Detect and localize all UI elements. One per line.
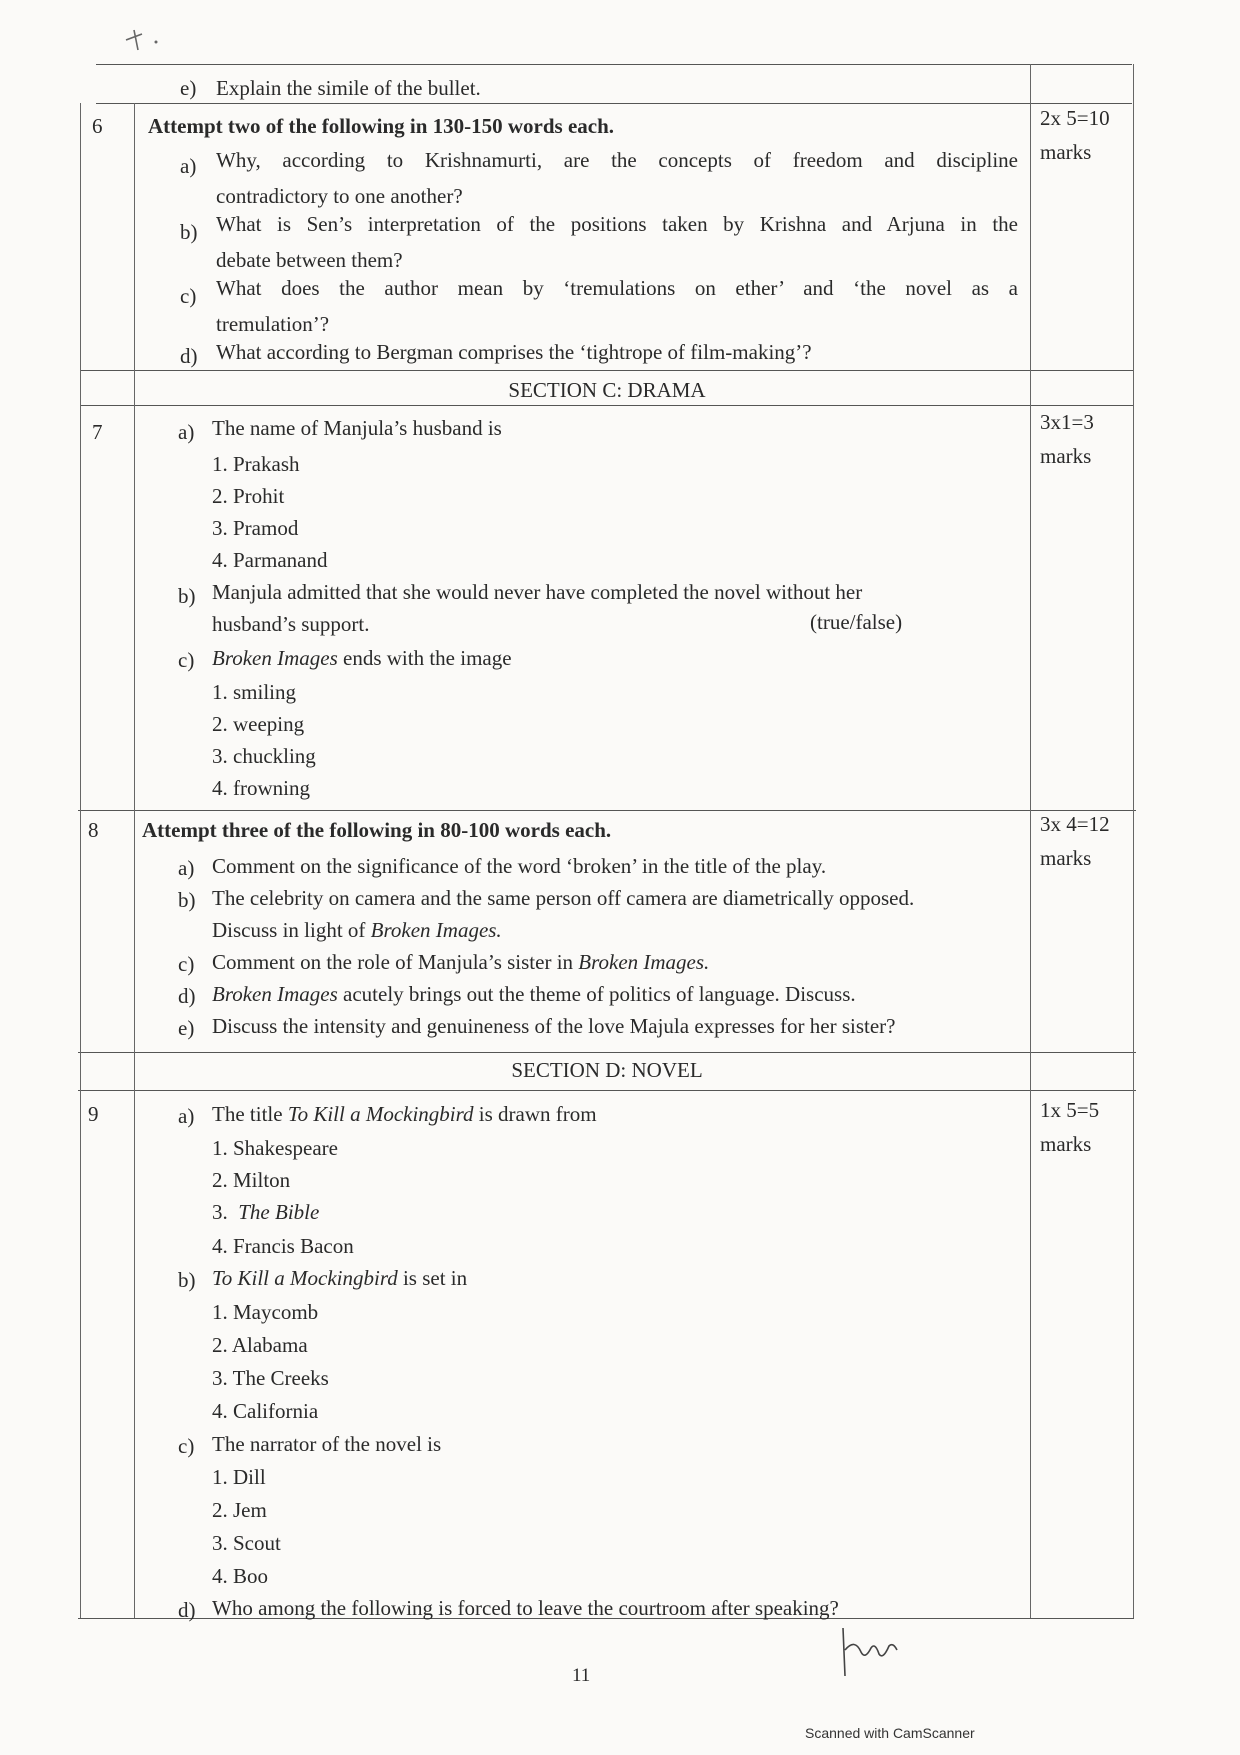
q9c-label: c) xyxy=(178,1434,195,1458)
q9-number: 9 xyxy=(88,1102,99,1126)
q9a-option: 2. Milton xyxy=(212,1168,291,1192)
q8d-text-main: acutely brings out the theme of politics of language. Discuss. xyxy=(337,982,856,1006)
q9a-option3-num: 3. xyxy=(212,1200,239,1224)
q9a-option xyxy=(212,1200,319,1224)
q7a-option: 4. Parmanand xyxy=(212,548,328,572)
q8e-text: Discuss the intensity and genuineness of the love Majula expresses for her sister? xyxy=(212,1014,896,1038)
q9a-title: To Kill a Mockingbird xyxy=(287,1102,474,1126)
q9-marks-unit: marks xyxy=(1040,1132,1092,1156)
q8a-text: Comment on the significance of the word ‘broken’ in the title of the play. xyxy=(212,854,827,878)
rule-sectionC-top xyxy=(80,370,1134,371)
q5e-text: Explain the simile of the bullet. xyxy=(216,76,481,100)
q7c-title: Broken Images xyxy=(212,646,338,670)
q8-number: 8 xyxy=(88,818,99,842)
q9a-label: a) xyxy=(178,1104,195,1128)
vrule-left xyxy=(80,103,81,1618)
section-d-heading: SECTION D: NOVEL xyxy=(511,1058,703,1082)
q8c-title: Broken Images. xyxy=(578,950,710,974)
q7b-label: b) xyxy=(178,584,196,608)
q8d-label: d) xyxy=(178,984,196,1008)
q8c-label: c) xyxy=(178,952,195,976)
q6b-line2: debate between them? xyxy=(216,248,403,272)
rule-sectionD-bottom xyxy=(78,1090,1136,1091)
q7-marks: 3x1=3 xyxy=(1040,410,1094,434)
rule-sectionC-bottom xyxy=(80,405,1134,406)
q8b-line1: The celebrity on camera and the same person off camera are diametrically opposed. xyxy=(212,886,915,910)
q9b-text xyxy=(212,1266,467,1290)
q8d-text xyxy=(212,982,856,1006)
rule-sectionD-top xyxy=(78,1052,1136,1053)
q9c-option: 3. Scout xyxy=(212,1531,281,1555)
rule-q8-top xyxy=(78,810,1136,811)
q7a-option: 3. Pramod xyxy=(212,516,299,540)
q9d-label: d) xyxy=(178,1598,196,1622)
q9b-label: b) xyxy=(178,1268,196,1292)
q7a-text: The name of Manjula’s husband is xyxy=(212,416,502,440)
q7c-option: 2. weeping xyxy=(212,712,305,736)
q7c-option: 4. frowning xyxy=(212,776,310,800)
q9b-option: 1. Maycomb xyxy=(212,1300,319,1324)
q8a-label: a) xyxy=(178,856,195,880)
q8-marks: 3x 4=12 xyxy=(1040,812,1110,836)
q6c-line1: What does the author mean by ‘tremulations on ether’ and ‘the novel as a xyxy=(216,276,1018,300)
q8d-title: Broken Images xyxy=(212,982,338,1006)
rule-q6-top xyxy=(96,103,1132,104)
q9-marks: 1x 5=5 xyxy=(1040,1098,1100,1122)
q9a-option: 1. Shakespeare xyxy=(212,1136,338,1160)
q9a-post: is drawn from xyxy=(473,1102,597,1126)
q8b-line2-text: Discuss in light of xyxy=(212,918,371,942)
q9b-option: 4. California xyxy=(212,1399,319,1423)
corner-mark-icon xyxy=(120,20,180,60)
q7c-option: 3. chuckling xyxy=(212,744,316,768)
q6a-label: a) xyxy=(180,154,197,178)
q9a-pre: The title xyxy=(212,1102,288,1126)
q6a-line1: Why, according to Krishnamurti, are the concepts of freedom and discipline xyxy=(216,148,1018,172)
q8b-label: b) xyxy=(178,888,196,912)
q6b-line1: What is Sen’s interpretation of the positions taken by Krishna and Arjuna in the xyxy=(216,212,1018,236)
q7-marks-unit: marks xyxy=(1040,444,1092,468)
section-c-heading: SECTION C: DRAMA xyxy=(508,378,706,402)
q7a-label: a) xyxy=(178,420,195,444)
q9a-option: 4. Francis Bacon xyxy=(212,1234,354,1258)
q9b-option: 2. Alabama xyxy=(212,1333,308,1357)
q8e-label: e) xyxy=(178,1016,195,1040)
q9c-option: 1. Dill xyxy=(212,1465,266,1489)
q8-marks-unit: marks xyxy=(1040,846,1092,870)
q7b-line1: Manjula admitted that she would never have completed the novel without her xyxy=(212,580,863,604)
q7-number: 7 xyxy=(92,420,103,444)
q6-marks-unit: marks xyxy=(1040,140,1092,164)
q9b-option: 3. The Creeks xyxy=(212,1366,329,1390)
q9b-post: is set in xyxy=(397,1266,468,1290)
q7b-line2: husband’s support. xyxy=(212,612,370,636)
q9c-option: 2. Jem xyxy=(212,1498,267,1522)
page-number: 11 xyxy=(572,1665,591,1686)
q6-marks: 2x 5=10 xyxy=(1040,106,1110,130)
vrule-right xyxy=(1133,64,1134,1618)
q9c-text: The narrator of the novel is xyxy=(212,1432,442,1456)
q8b-line2-title: Broken Images. xyxy=(370,918,502,942)
q7a-option: 2. Prohit xyxy=(212,484,285,508)
q7b-true-false: (true/false) xyxy=(810,610,903,634)
q6c-line2: tremulation’? xyxy=(216,312,330,336)
q6-instruction: Attempt two of the following in 130-150 words each. xyxy=(148,114,615,138)
q7c-rest: ends with the image xyxy=(337,646,512,670)
q7c-text xyxy=(212,646,512,670)
signature-icon xyxy=(835,1620,925,1690)
q6d-label: d) xyxy=(180,344,198,368)
q8c-text xyxy=(212,950,709,974)
q8-instruction: Attempt three of the following in 80-100 words each. xyxy=(142,818,612,842)
rule-top xyxy=(96,64,1132,65)
q6d-line1: What according to Bergman comprises the ‘tightrope of film-making’? xyxy=(216,340,812,364)
q8b-line2 xyxy=(212,918,502,942)
vrule-num xyxy=(134,103,135,1618)
q8c-text-main: Comment on the role of Manjula’s sister in xyxy=(212,950,579,974)
q9a-text xyxy=(212,1102,597,1126)
q7c-label: c) xyxy=(178,648,195,672)
q6b-label: b) xyxy=(180,220,198,244)
q9b-title: To Kill a Mockingbird xyxy=(212,1266,398,1290)
q7c-option: 1. smiling xyxy=(212,680,297,704)
q6-number: 6 xyxy=(92,114,103,138)
vrule-marks xyxy=(1030,64,1031,1618)
q9c-option: 4. Boo xyxy=(212,1564,269,1588)
q5e-label: e) xyxy=(180,76,197,100)
q6c-label: c) xyxy=(180,284,197,308)
q9a-option3-title: The Bible xyxy=(238,1200,320,1224)
q9d-text: Who among the following is forced to leave the courtroom after speaking? xyxy=(212,1596,839,1620)
q6a-line2: contradictory to one another? xyxy=(216,184,463,208)
scanner-footer: Scanned with CamScanner xyxy=(805,1725,975,1741)
q7a-option: 1. Prakash xyxy=(212,452,300,476)
